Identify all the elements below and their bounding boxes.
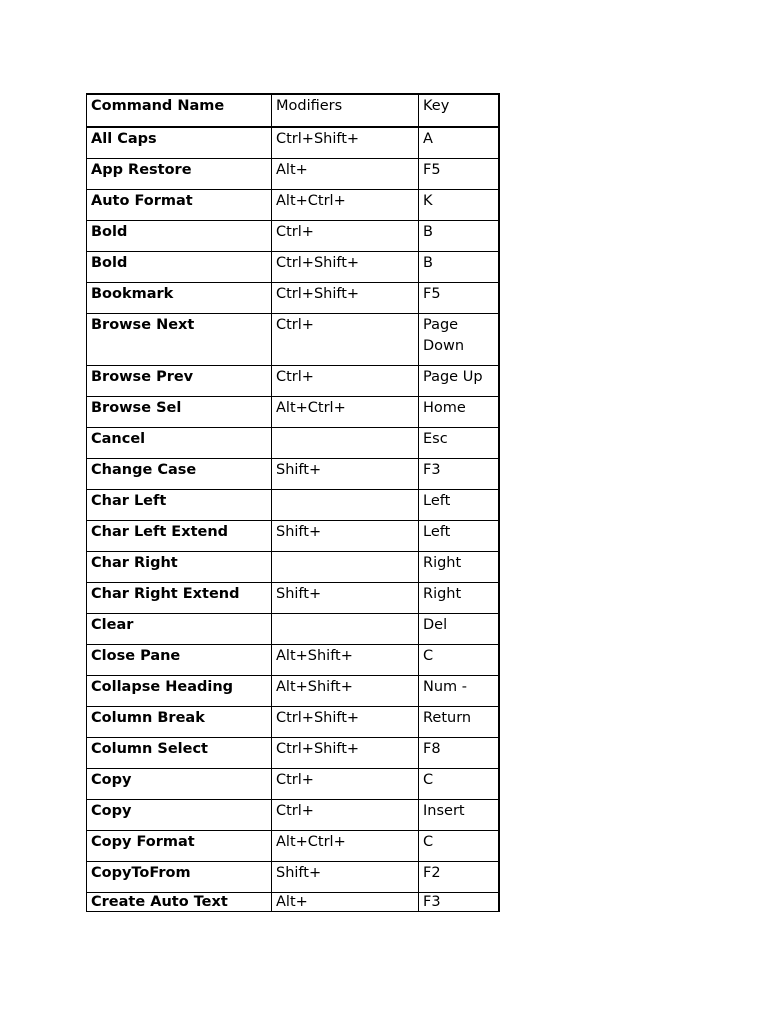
table-body (87, 94, 499, 912)
modifiers-cell (272, 428, 419, 459)
modifiers-cell: Ctrl+Shift+ (272, 283, 419, 314)
command-name-cell: Collapse Heading (87, 676, 272, 707)
table-row (87, 769, 499, 800)
key-cell: Left (419, 521, 499, 552)
table-row (87, 459, 499, 490)
command-name-cell: Bookmark (87, 283, 272, 314)
key-cell: C (419, 769, 499, 800)
table-row (87, 252, 499, 283)
modifiers-cell: Alt+Shift+ (272, 676, 419, 707)
key-cell: B (419, 252, 499, 283)
command-name-cell: Char Right Extend (87, 583, 272, 614)
table-row (87, 583, 499, 614)
command-name-cell: Cancel (87, 428, 272, 459)
key-cell: Page Down (419, 314, 499, 366)
key-cell: Home (419, 397, 499, 428)
modifiers-cell: Alt+Ctrl+ (272, 190, 419, 221)
table-row (87, 314, 499, 366)
table-row (87, 614, 499, 645)
modifiers-cell: Shift+ (272, 583, 419, 614)
table-row (87, 707, 499, 738)
key-cell: Right (419, 552, 499, 583)
table-row (87, 490, 499, 521)
command-name-cell: Create Auto Text (87, 893, 272, 912)
table-row (87, 552, 499, 583)
modifiers-cell: Ctrl+Shift+ (272, 707, 419, 738)
command-name-cell: Copy (87, 800, 272, 831)
table-row (87, 221, 499, 252)
modifiers-cell: Shift+ (272, 521, 419, 552)
key-cell: Left (419, 490, 499, 521)
modifiers-cell (272, 614, 419, 645)
table-row (87, 366, 499, 397)
key-cell: Del (419, 614, 499, 645)
key-cell: F5 (419, 283, 499, 314)
table-row (87, 862, 499, 893)
key-cell: F3 (419, 459, 499, 490)
command-name-cell: Copy (87, 769, 272, 800)
modifiers-cell: Shift+ (272, 862, 419, 893)
header-key: Key (419, 94, 499, 127)
key-cell: Right (419, 583, 499, 614)
key-cell: F3 (419, 893, 499, 912)
command-name-cell: Column Select (87, 738, 272, 769)
table-row (87, 893, 499, 912)
key-cell: C (419, 645, 499, 676)
command-name-cell: Char Right (87, 552, 272, 583)
command-name-cell: Copy Format (87, 831, 272, 862)
command-name-cell: Browse Next (87, 314, 272, 366)
modifiers-cell: Ctrl+ (272, 314, 419, 366)
modifiers-cell: Ctrl+Shift+ (272, 127, 419, 159)
key-cell: F8 (419, 738, 499, 769)
modifiers-cell: Ctrl+ (272, 366, 419, 397)
modifiers-cell: Ctrl+Shift+ (272, 252, 419, 283)
command-name-cell: Column Break (87, 707, 272, 738)
table-row (87, 521, 499, 552)
modifiers-cell: Alt+Ctrl+ (272, 831, 419, 862)
modifiers-cell: Alt+Ctrl+ (272, 397, 419, 428)
command-name-cell: All Caps (87, 127, 272, 159)
table-row (87, 397, 499, 428)
key-cell: A (419, 127, 499, 159)
table-row (87, 428, 499, 459)
table-row (87, 831, 499, 862)
command-name-cell: App Restore (87, 159, 272, 190)
modifiers-cell: Alt+ (272, 893, 419, 912)
modifiers-cell: Alt+Shift+ (272, 645, 419, 676)
command-name-cell: Browse Sel (87, 397, 272, 428)
table-header-row (87, 94, 499, 127)
table-row (87, 159, 499, 190)
table-row (87, 645, 499, 676)
command-name-cell: Bold (87, 221, 272, 252)
table-row (87, 283, 499, 314)
command-name-cell: Browse Prev (87, 366, 272, 397)
modifiers-cell: Ctrl+Shift+ (272, 738, 419, 769)
table-row (87, 676, 499, 707)
command-name-cell: Char Left (87, 490, 272, 521)
table-row (87, 738, 499, 769)
command-name-cell: Change Case (87, 459, 272, 490)
modifiers-cell (272, 490, 419, 521)
shortcut-table (86, 93, 500, 912)
key-cell: F2 (419, 862, 499, 893)
key-cell: Num - (419, 676, 499, 707)
command-name-cell: CopyToFrom (87, 862, 272, 893)
table-row (87, 800, 499, 831)
key-cell: Esc (419, 428, 499, 459)
key-cell: B (419, 221, 499, 252)
modifiers-cell: Ctrl+ (272, 769, 419, 800)
header-command-name: Command Name (87, 94, 272, 127)
key-cell: F5 (419, 159, 499, 190)
header-modifiers: Modifiers (272, 94, 419, 127)
modifiers-cell: Alt+ (272, 159, 419, 190)
modifiers-cell: Shift+ (272, 459, 419, 490)
command-name-cell: Clear (87, 614, 272, 645)
key-cell: Insert (419, 800, 499, 831)
key-cell: Return (419, 707, 499, 738)
command-name-cell: Close Pane (87, 645, 272, 676)
table-row (87, 127, 499, 159)
command-name-cell: Bold (87, 252, 272, 283)
modifiers-cell: Ctrl+ (272, 800, 419, 831)
command-name-cell: Auto Format (87, 190, 272, 221)
key-cell: K (419, 190, 499, 221)
key-cell: C (419, 831, 499, 862)
table-row (87, 190, 499, 221)
modifiers-cell (272, 552, 419, 583)
modifiers-cell: Ctrl+ (272, 221, 419, 252)
key-cell: Page Up (419, 366, 499, 397)
command-name-cell: Char Left Extend (87, 521, 272, 552)
